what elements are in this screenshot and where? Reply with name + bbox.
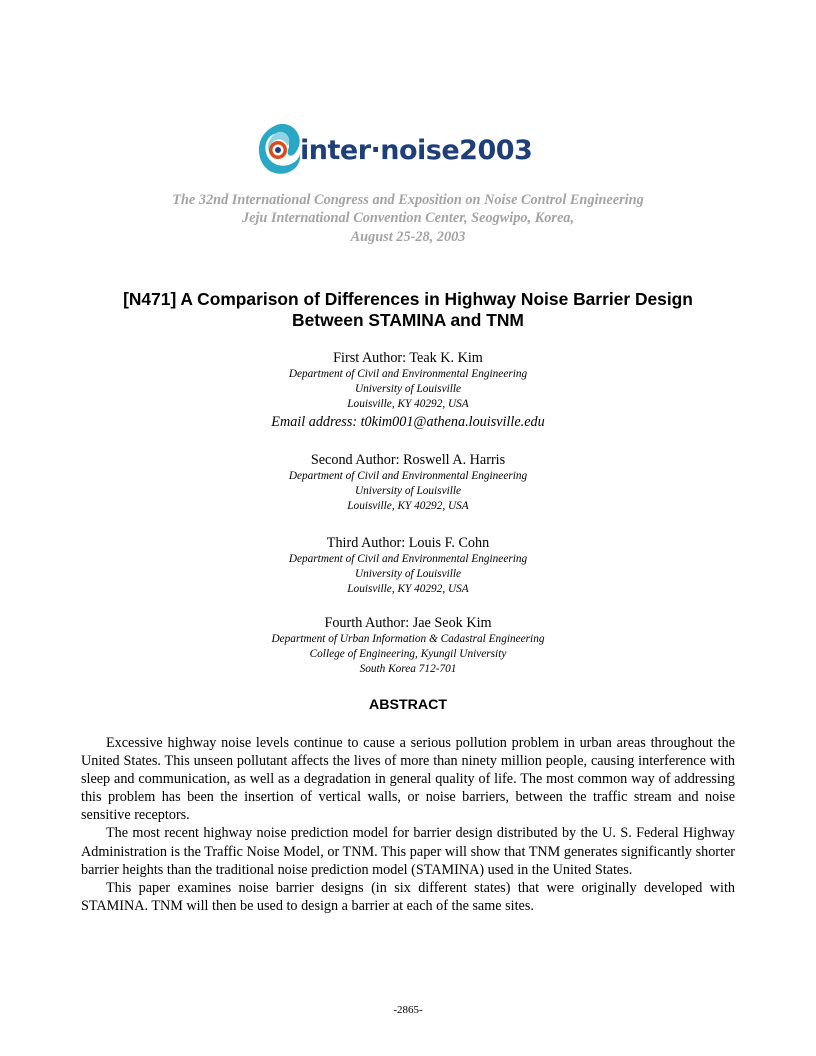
author-name: Fourth Author: Jae Seok Kim [324,615,492,631]
abstract-paragraph-2: The most recent highway noise prediction model for barrier design distributed by the U. S. Federal Highway Administration is the Traffic Noise Model, or TNM. This paper will show that TNM generates significantly shorter barrier heights than the traditional noise prediction model (STAMINA) used in the United States. [81,825,735,878]
author-address: South Korea 712-701 [359,663,457,676]
author-university: University of Louisville [354,383,462,396]
swirl-logo-icon [256,118,304,180]
abstract-paragraph-3: This paper examines noise barrier designs (in six different states) that were originally developed with STAMINA. TNM will then be used to design a barrier at each of the same sites. [81,879,735,914]
author-name: Second Author: Roswell A. Harris [310,452,506,468]
author-name: First Author: Teak K. Kim [333,350,483,366]
author-address: Louisville, KY 40292, USA [347,583,469,596]
paper-title-line-2: Between STAMINA and TNM [292,309,524,330]
conference-dates: August 25-28, 2003 [350,228,466,245]
author-block-4 [0,615,816,678]
author-university: College of Engineering, Kyungil University [309,648,507,661]
conference-name: The 32nd International Congress and Exposition on Noise Control Engineering [172,192,644,208]
author-department: Department of Civil and Environmental Engineering [288,368,528,380]
author-university: University of Louisville [354,485,462,498]
paper-title [0,289,816,330]
author-department: Department of Civil and Environmental Engineering [288,470,528,482]
author-university: University of Louisville [354,568,462,581]
author-department: Department of Civil and Environmental Engineering [288,553,528,565]
author-block-2 [0,452,816,515]
paper-title-line-1: [N471] A Comparison of Differences in Highway Noise Barrier Design [123,289,693,309]
author-block-3 [0,535,816,598]
abstract-paragraph-1: Excessive highway noise levels continue to cause a serious pollution problem in urban areas throughout the United States. This unseen pollutant affects the lives of more than ninety million people, causing interference with sleep and communication, as well as a degradation in general quality of life. The most common way of addressing this problem has been the insertion of vertical walls, or noise barriers, between the traffic stream and noise sensitive receptors. [81,735,735,824]
page-number: -2865- [393,1004,423,1016]
conference-venue: Jeju International Convention Center, Seogwipo, Korea, [241,210,575,227]
author-address: Louisville, KY 40292, USA [347,398,469,411]
conference-logo [256,118,546,180]
author-block-1 [0,350,816,431]
author-address: Louisville, KY 40292, USA [347,500,469,513]
logo-text: inter·noise2003 [300,135,533,166]
author-email: Email address: t0kim001@athena.louisville.edu [271,413,545,430]
author-department: Department of Urban Information & Cadastral Engineering [271,633,545,645]
abstract-heading: ABSTRACT [368,697,448,713]
conference-info [0,191,816,246]
abstract-body [81,734,735,915]
author-name: Third Author: Louis F. Cohn [326,535,490,551]
